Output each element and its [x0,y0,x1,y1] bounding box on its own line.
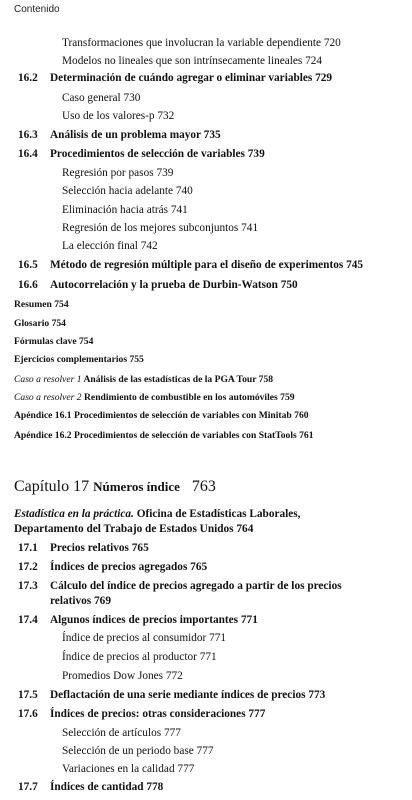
back-matter-text: Resumen 754 [14,299,69,310]
subsection-title: Regresión por pasos 739 [62,167,174,179]
case-label: Caso a resolver 1 [14,374,82,385]
back-matter-text: Apéndice 16.2 Procedimientos de selección de variables con StatTools 761 [14,430,314,441]
section-title: Determinación de cuándo agregar o eliminar variables 729 [50,72,333,84]
back-matter-entry [14,318,66,329]
back-matter-entry [14,392,295,403]
section-number: 17.7 [18,781,38,793]
section-title: Índices de precios agregados 765 [50,561,208,573]
chapter-title: Números índice [93,479,180,494]
subsection-title: Índice de precios al consumidor 771 [62,632,227,644]
subsection-title: Índice de precios al productor 771 [62,651,217,663]
section-number: 16.6 [18,279,38,291]
section-number: 17.1 [18,542,38,554]
section-title: Precios relativos 765 [50,542,149,554]
subsection-title: Variaciones en la calidad 777 [62,763,195,775]
subsection-title: La elección final 742 [62,240,158,252]
subsection-title: Uso de los valores-p 732 [62,110,175,122]
estadistica-line-2 [14,523,253,535]
section-title: Deflactación de una serie mediante índices de precios 773 [50,689,326,701]
back-matter-entry [14,336,93,347]
section-number: 17.3 [18,580,38,592]
running-header: Contenido [14,4,60,15]
section-title: Índices de precios: otras consideraciones 777 [50,708,266,720]
estadistica-text-2: Departamento del Trabajo de Estados Unidos 764 [14,523,254,535]
subsection-title: Selección hacia adelante 740 [62,185,193,197]
back-matter-entry [14,374,273,385]
section-number: 16.2 [18,72,38,84]
section-title: Cálculo del índice de precios agregado a partir de los precios [50,580,342,592]
back-matter-text: Ejercicios complementarios 755 [14,354,144,365]
back-matter-text: Fórmulas clave 754 [14,336,94,347]
subsection-title: Modelos no lineales que son intrínsecamente lineales 724 [62,55,323,67]
subsection-title: Promedios Dow Jones 772 [62,670,183,682]
section-title: Algunos índices de precios importantes 771 [50,614,258,626]
back-matter-entry [14,299,69,310]
section-number: 17.4 [18,614,38,626]
back-matter-text: Apéndice 16.1 Procedimientos de selección de variables con Minitab 760 [14,410,309,421]
case-label: Caso a resolver 2 [14,392,82,403]
section-title: Procedimientos de selección de variables 739 [50,148,265,160]
section-number: 16.3 [18,129,38,141]
section-title: Índices de cantidad 778 [50,781,164,793]
subsection-title: Eliminación hacia atrás 741 [62,204,188,216]
subsection-title: Selección de artículos 777 [62,727,181,739]
back-matter-entry [14,410,309,421]
subsection-title: Regresión de los mejores subconjuntos 741 [62,222,259,234]
estadistica-line-1 [14,508,301,520]
section-number: 16.5 [18,259,38,271]
subsection-title: Caso general 730 [62,92,141,104]
section-number: 16.4 [18,148,38,160]
section-title: Análisis de un problema mayor 735 [50,129,221,141]
back-matter-entry [14,430,314,441]
chapter-label: Capítulo 17 [14,478,90,495]
estadistica-text-1: Oficina de Estadísticas Laborales, [133,508,301,520]
back-matter-entry [14,354,144,365]
back-matter-text: Glosario 754 [14,318,66,329]
back-matter-text: Rendimiento de combustible en los automóviles 759 [81,392,295,403]
chapter-heading [14,478,216,496]
section-number: 17.5 [18,689,38,701]
section-number: 17.6 [18,708,38,720]
section-title: Método de regresión múltiple para el diseño de experimentos 745 [50,259,364,271]
subsection-title: Transformaciones que involucran la variable dependiente 720 [62,37,341,49]
back-matter-text: Análisis de las estadísticas de la PGA Tour 758 [81,374,274,385]
section-title: relativos 769 [50,595,111,607]
section-number: 17.2 [18,561,38,573]
subsection-title: Selección de un periodo base 777 [62,745,214,757]
chapter-page: 763 [191,478,216,495]
estadistica-italic: Estadística en la práctica. [14,508,134,520]
section-title: Autocorrelación y la prueba de Durbin-Watson 750 [50,279,298,291]
